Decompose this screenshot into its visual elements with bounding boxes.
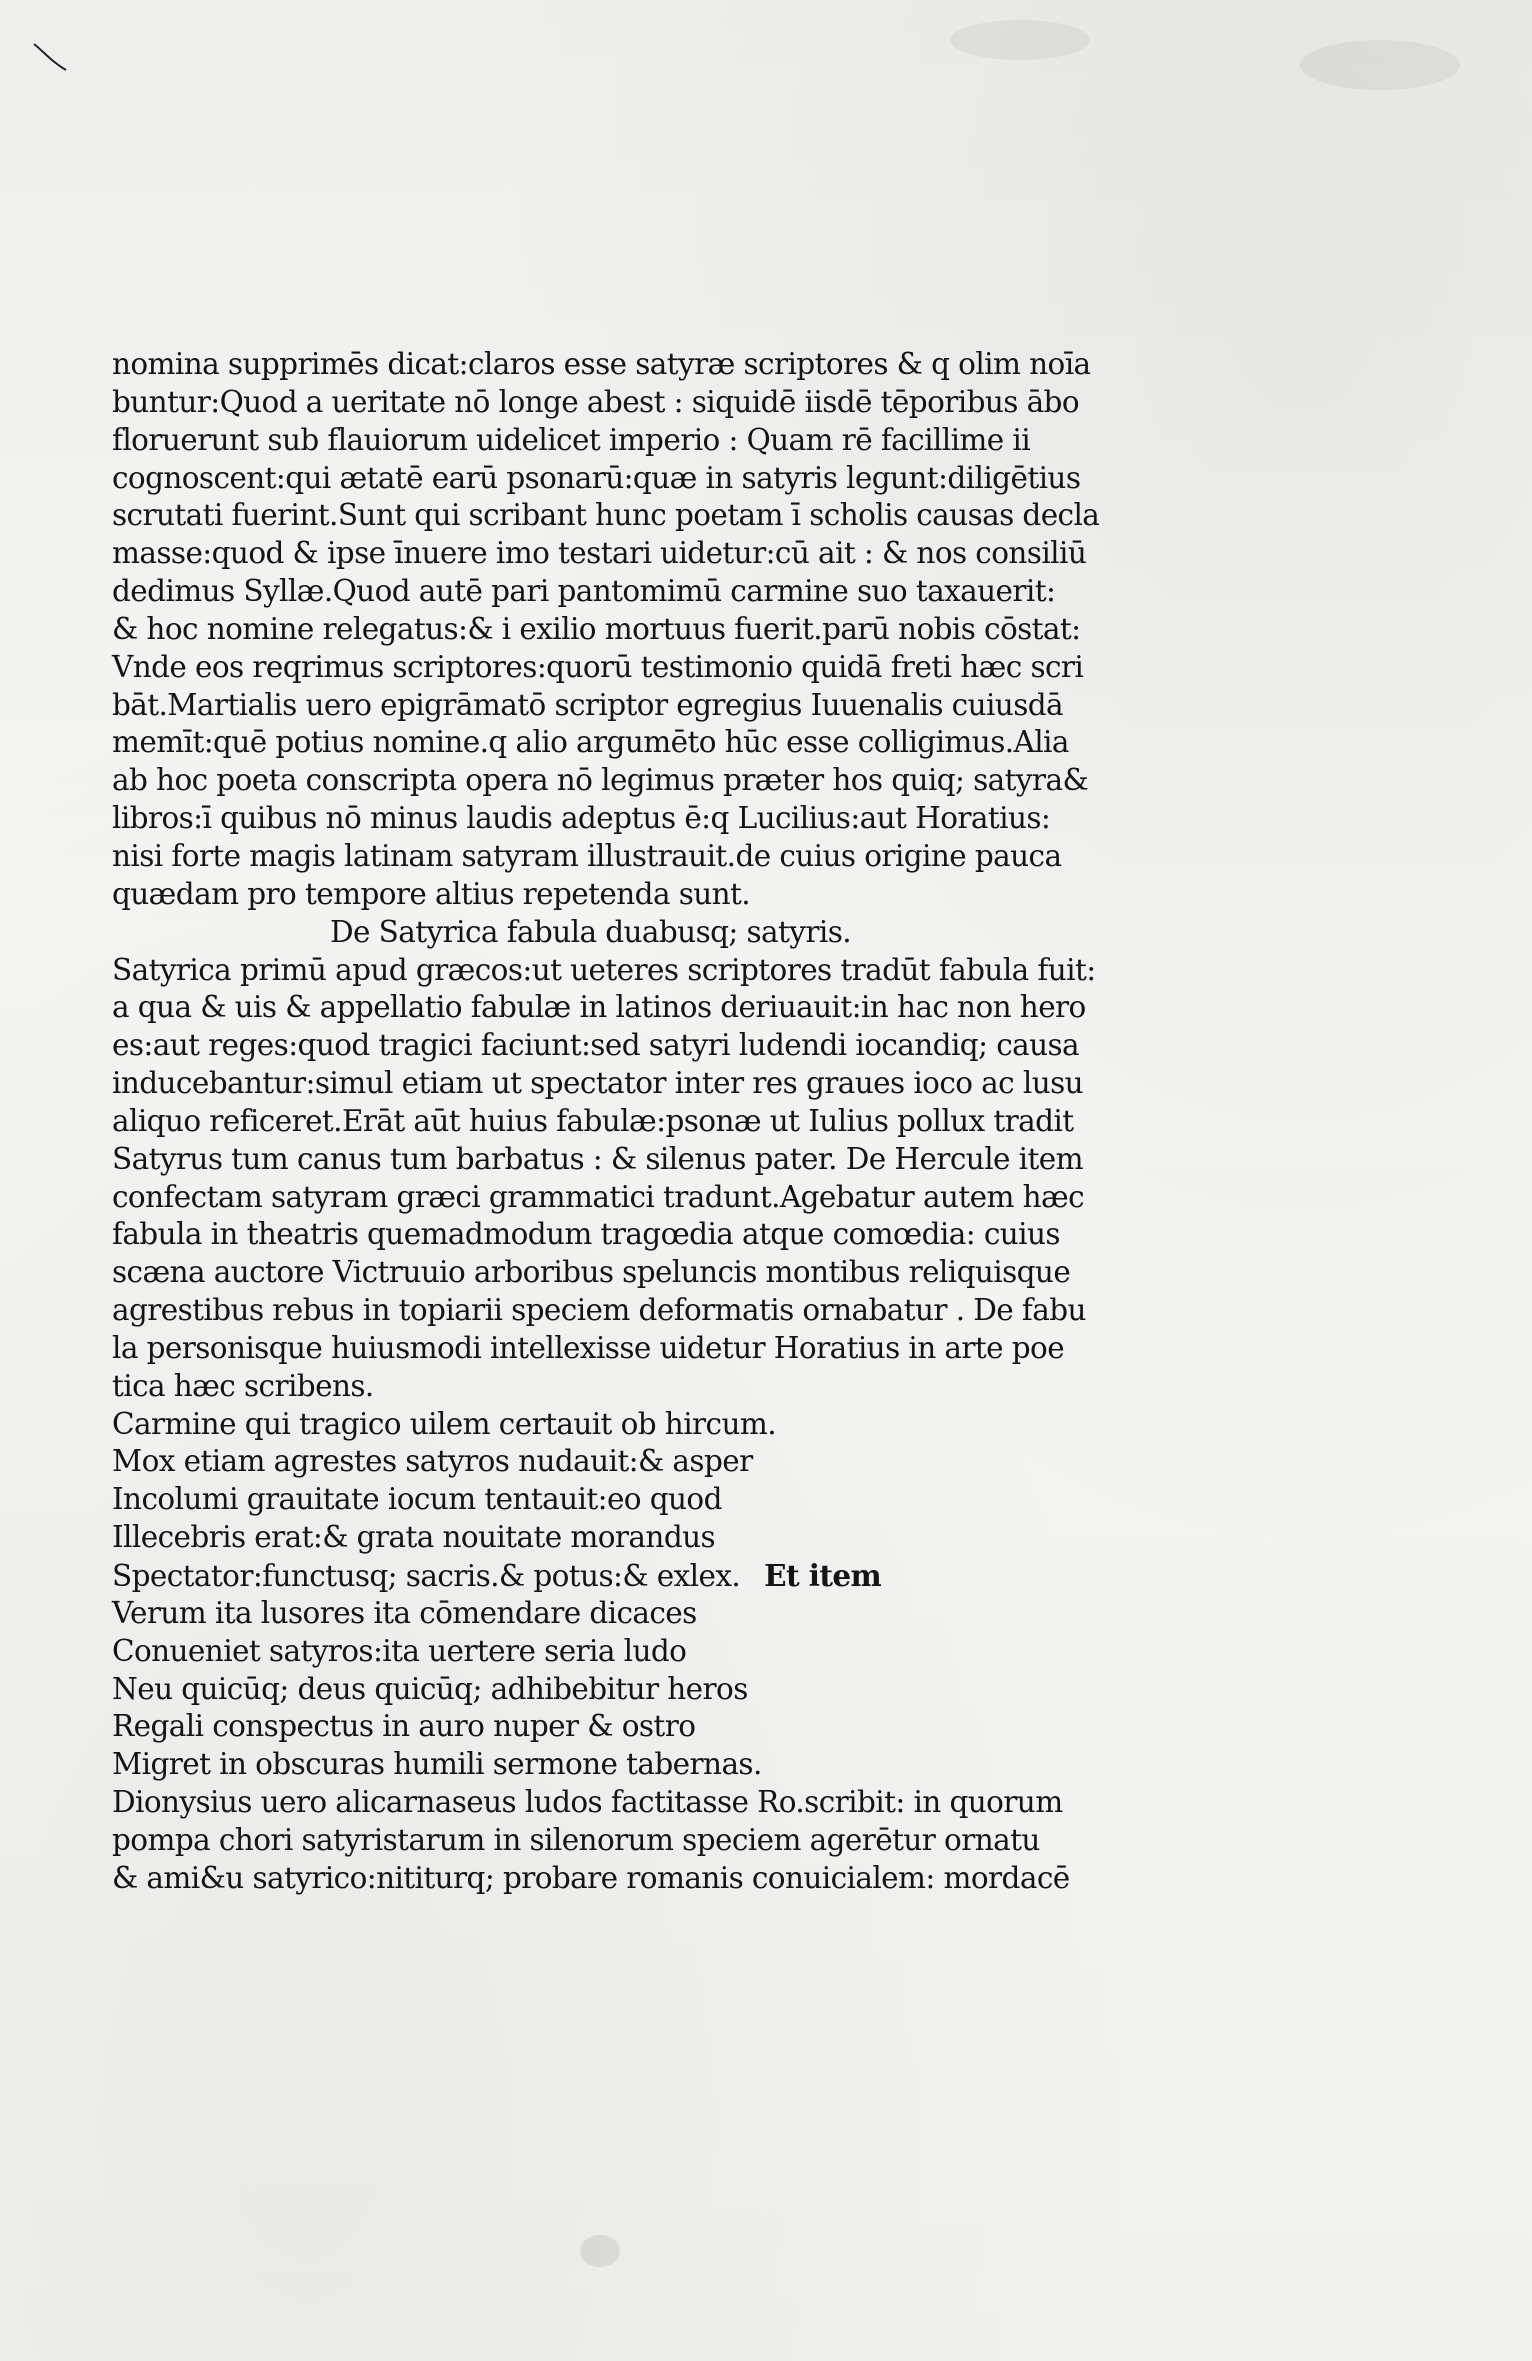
text-line: scrutati fuerint.Sunt qui scribant hunc poetam ī scholis causas decla xyxy=(112,498,1100,533)
text-line: buntur:Quod a ueritate nō longe abest : siquidē iisdē tēporibus ābo xyxy=(112,384,1080,419)
text-line: libros:ī quibus nō minus laudis adeptus ē:q Lucilius:aut Horatius: xyxy=(112,801,1051,836)
verse-text: Incolumi grauitate iocum tentauit:eo quod xyxy=(112,1482,722,1517)
verse-line xyxy=(112,1595,1002,1633)
text-line: agrestibus rebus in topiarii speciem deformatis ornabatur . De fabu xyxy=(112,1293,1086,1328)
verse-line xyxy=(112,1481,1002,1519)
text-line: scæna auctore Victruuio arboribus speluncis montibus reliquisque xyxy=(112,1255,1071,1290)
verse-text: Conueniet satyros:ita uertere seria ludo xyxy=(112,1633,687,1668)
text-line: floruerunt sub flauiorum uidelicet imperio : Quam rē facillime ii xyxy=(112,422,1031,457)
verse-text: Neu quicūq; deus quicūq; adhibebitur heros xyxy=(112,1671,748,1706)
text-line: bāt.Martialis uero epigrāmatō scriptor egregius Iuuenalis cuiusdā xyxy=(112,687,1064,722)
section-heading: De Satyrica fabula duabusq; satyris. xyxy=(330,914,852,949)
verse-text: Carmine qui tragico uilem certauit ob hircum. xyxy=(112,1406,777,1441)
text-line: masse:quod & ipse īnuere imo testari uidetur:cū ait : & nos consiliū xyxy=(112,536,1087,571)
text-line: memīt:quē potius nomine.q alio argumēto hūc esse colligimus.Alia xyxy=(112,725,1069,760)
text-line: aliquo reficeret.Erāt aūt huius fabulæ:psonæ ut Iulius pollux tradit xyxy=(112,1103,1074,1138)
verse-text: Verum ita lusores ita cōmendare dicaces xyxy=(112,1595,697,1630)
ink-mark-icon xyxy=(30,40,72,76)
text-line: confectam satyram græci grammatici tradunt.Agebatur autem hæc xyxy=(112,1179,1085,1214)
verse-line xyxy=(112,1519,1002,1557)
verse-text: Illecebris erat:& grata nouitate morandus xyxy=(112,1520,716,1555)
text-line: nomina supprimēs dicat:claros esse satyræ scriptores & q olim noīa xyxy=(112,347,1091,381)
text-line: dedimus Syllæ.Quod autē pari pantomimū carmine suo taxauerit: xyxy=(112,574,1056,609)
verse-text: Spectator:functusq; sacris.& potus:& exlex. xyxy=(112,1559,741,1593)
verse-text: Regali conspectus in auro nuper & ostro xyxy=(112,1709,696,1744)
verse-line xyxy=(112,1443,1002,1481)
verse-text: Migret in obscuras humili sermone tabernas. xyxy=(112,1747,762,1782)
text-line: quædam pro tempore altius repetenda sunt. xyxy=(112,876,751,911)
verse-line xyxy=(112,1746,1002,1784)
text-line: Satyrus tum canus tum barbatus : & silenus pater. De Hercule item xyxy=(112,1141,1084,1176)
paper-stain xyxy=(580,2235,620,2267)
text-line: & ami&u satyrico:nititurq; probare romanis conuicialem: mordacē xyxy=(112,1860,1070,1895)
verse-line xyxy=(112,1557,1002,1595)
verse-line xyxy=(112,1708,1002,1746)
text-line: cognoscent:qui ætatē earū psonarū:quæ in satyris legunt:diligētius xyxy=(112,460,1081,495)
text-line: ab hoc poeta conscripta opera nō legimus præter hos quiq; satyra& xyxy=(112,763,1089,798)
text-line: pompa chori satyristarum in silenorum speciem agerētur ornatu xyxy=(112,1822,1040,1857)
paper-stain xyxy=(950,20,1090,60)
text-line: fabula in theatris quemadmodum tragœdia atque comœdia: cuius xyxy=(112,1217,1060,1252)
verse-line xyxy=(112,1633,1002,1671)
text-line: es:aut reges:quod tragici faciunt:sed satyri ludendi iocandiq; causa xyxy=(112,1028,1080,1063)
text-line: la personisque huiusmodi intellexisse uidetur Horatius in arte poe xyxy=(112,1330,1065,1365)
text-line: nisi forte magis latinam satyram illustrauit.de cuius origine pauca xyxy=(112,838,1062,873)
text-line: tica hæc scribens. xyxy=(112,1368,374,1403)
text-line: & hoc nomine relegatus:& i exilio mortuus fuerit.parū nobis cōstat: xyxy=(112,611,1081,646)
verse-text: Mox etiam agrestes satyros nudauit:& asper xyxy=(112,1444,753,1479)
text-line: Vnde eos reqrimus scriptores:quorū testimonio quidā freti hæc scri xyxy=(112,649,1084,684)
text-line: Satyrica primū apud græcos:ut ueteres scriptores tradūt fabula fuit: xyxy=(112,952,1096,987)
verse-inline-note: Et item xyxy=(764,1558,882,1593)
text-block xyxy=(112,346,1100,1898)
verse-line xyxy=(112,1671,1002,1709)
text-line: inducebantur:simul etiam ut spectator inter res graues ioco ac lusu xyxy=(112,1066,1084,1101)
text-line: Dionysius uero alicarnaseus ludos factitasse Ro.scribit: in quorum xyxy=(112,1785,1063,1820)
text-line: a qua & uis & appellatio fabulæ in latinos deriuauit:in hac non hero xyxy=(112,990,1086,1025)
verse-line xyxy=(112,1406,1002,1444)
paper-stain xyxy=(1300,40,1460,90)
